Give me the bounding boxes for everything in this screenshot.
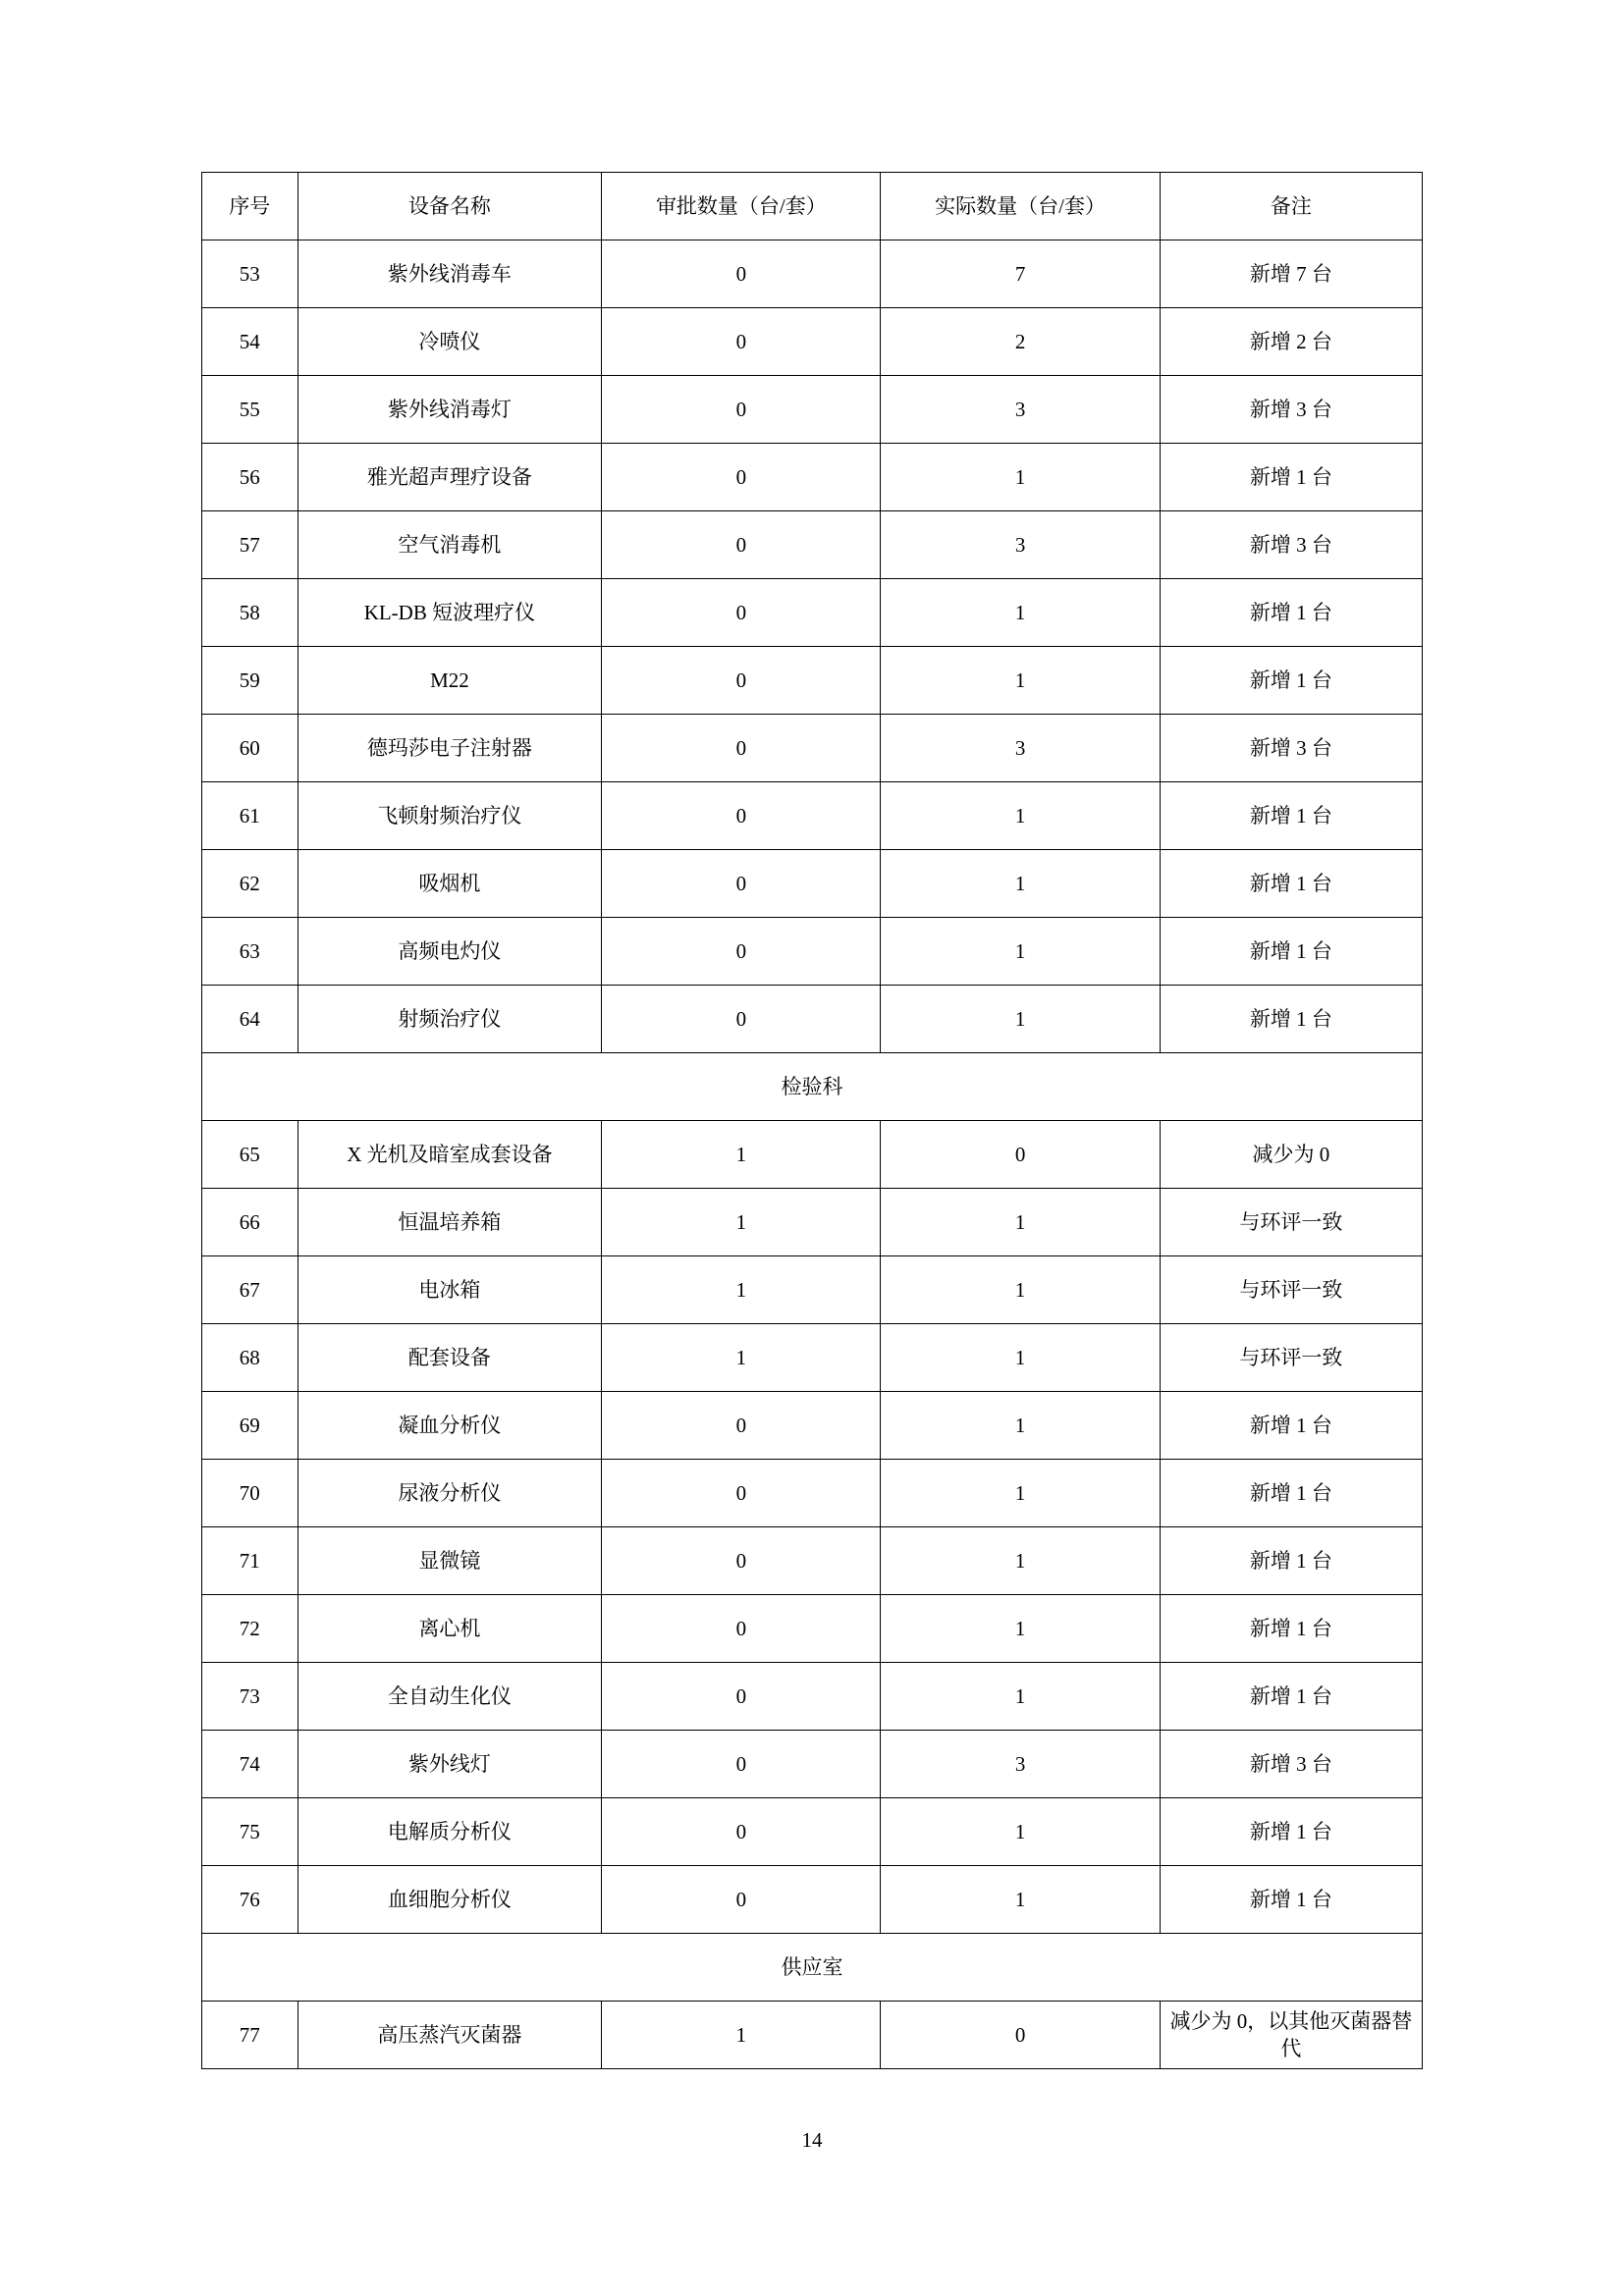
cell-actual-quantity: 0 — [881, 1121, 1160, 1189]
cell-remarks: 新增 3 台 — [1160, 715, 1422, 782]
table-section-row — [202, 1053, 1423, 1121]
cell-actual-quantity: 1 — [881, 1663, 1160, 1731]
cell-index: 74 — [202, 1731, 298, 1798]
cell-actual-quantity: 1 — [881, 1866, 1160, 1934]
cell-index: 62 — [202, 850, 298, 918]
cell-actual-quantity: 1 — [881, 1595, 1160, 1663]
table-row — [202, 1527, 1423, 1595]
cell-equipment-name: 高频电灼仪 — [298, 918, 602, 986]
table-row — [202, 1392, 1423, 1460]
table-section-row — [202, 1934, 1423, 2002]
cell-remarks: 与环评一致 — [1160, 1189, 1422, 1256]
cell-remarks: 新增 1 台 — [1160, 986, 1422, 1053]
table-row — [202, 308, 1423, 376]
cell-actual-quantity: 2 — [881, 308, 1160, 376]
cell-remarks: 新增 1 台 — [1160, 1392, 1422, 1460]
cell-actual-quantity: 3 — [881, 511, 1160, 579]
cell-remarks: 新增 7 台 — [1160, 240, 1422, 308]
cell-equipment-name: 配套设备 — [298, 1324, 602, 1392]
column-header-remarks: 备注 — [1160, 173, 1422, 240]
cell-index: 77 — [202, 2002, 298, 2069]
cell-approved-quantity: 0 — [602, 308, 881, 376]
cell-approved-quantity: 0 — [602, 715, 881, 782]
cell-remarks: 减少为 0 — [1160, 1121, 1422, 1189]
table-row — [202, 782, 1423, 850]
table-row — [202, 444, 1423, 511]
cell-index: 70 — [202, 1460, 298, 1527]
cell-equipment-name: 离心机 — [298, 1595, 602, 1663]
cell-approved-quantity: 0 — [602, 1392, 881, 1460]
cell-remarks: 新增 1 台 — [1160, 1798, 1422, 1866]
cell-index: 56 — [202, 444, 298, 511]
cell-remarks: 新增 3 台 — [1160, 1731, 1422, 1798]
cell-actual-quantity: 1 — [881, 1256, 1160, 1324]
cell-equipment-name: 紫外线消毒车 — [298, 240, 602, 308]
cell-index: 55 — [202, 376, 298, 444]
table-row — [202, 647, 1423, 715]
cell-approved-quantity: 0 — [602, 240, 881, 308]
cell-actual-quantity: 3 — [881, 376, 1160, 444]
cell-actual-quantity: 0 — [881, 2002, 1160, 2069]
table-row — [202, 2002, 1423, 2069]
cell-index: 60 — [202, 715, 298, 782]
cell-remarks: 新增 3 台 — [1160, 376, 1422, 444]
cell-approved-quantity: 0 — [602, 579, 881, 647]
table-row — [202, 511, 1423, 579]
cell-actual-quantity: 1 — [881, 1189, 1160, 1256]
section-title: 检验科 — [202, 1053, 1423, 1121]
cell-approved-quantity: 0 — [602, 1460, 881, 1527]
cell-index: 53 — [202, 240, 298, 308]
cell-approved-quantity: 1 — [602, 1189, 881, 1256]
cell-actual-quantity: 1 — [881, 782, 1160, 850]
cell-index: 71 — [202, 1527, 298, 1595]
table-row — [202, 1460, 1423, 1527]
cell-equipment-name: 显微镜 — [298, 1527, 602, 1595]
cell-approved-quantity: 0 — [602, 1663, 881, 1731]
cell-approved-quantity: 0 — [602, 986, 881, 1053]
cell-remarks: 新增 1 台 — [1160, 918, 1422, 986]
table-row — [202, 1663, 1423, 1731]
cell-actual-quantity: 1 — [881, 444, 1160, 511]
cell-index: 73 — [202, 1663, 298, 1731]
cell-remarks: 新增 1 台 — [1160, 782, 1422, 850]
table-row — [202, 1324, 1423, 1392]
cell-equipment-name: 德玛莎电子注射器 — [298, 715, 602, 782]
table-row — [202, 240, 1423, 308]
cell-index: 64 — [202, 986, 298, 1053]
table-row — [202, 1866, 1423, 1934]
column-header-equipment-name: 设备名称 — [298, 173, 602, 240]
cell-approved-quantity: 0 — [602, 1595, 881, 1663]
equipment-table — [201, 172, 1423, 2069]
table-row — [202, 918, 1423, 986]
cell-remarks: 新增 1 台 — [1160, 647, 1422, 715]
section-title: 供应室 — [202, 1934, 1423, 2002]
column-header-index: 序号 — [202, 173, 298, 240]
cell-index: 68 — [202, 1324, 298, 1392]
cell-equipment-name: 冷喷仪 — [298, 308, 602, 376]
cell-equipment-name: 全自动生化仪 — [298, 1663, 602, 1731]
cell-remarks: 新增 1 台 — [1160, 579, 1422, 647]
cell-remarks: 新增 3 台 — [1160, 511, 1422, 579]
cell-equipment-name: 射频治疗仪 — [298, 986, 602, 1053]
table-row — [202, 376, 1423, 444]
cell-remarks: 与环评一致 — [1160, 1324, 1422, 1392]
cell-actual-quantity: 1 — [881, 986, 1160, 1053]
cell-actual-quantity: 1 — [881, 1324, 1160, 1392]
cell-equipment-name: 电冰箱 — [298, 1256, 602, 1324]
cell-approved-quantity: 0 — [602, 850, 881, 918]
cell-actual-quantity: 1 — [881, 850, 1160, 918]
cell-approved-quantity: 1 — [602, 1324, 881, 1392]
cell-equipment-name: 凝血分析仪 — [298, 1392, 602, 1460]
cell-equipment-name: 紫外线消毒灯 — [298, 376, 602, 444]
table-row — [202, 1189, 1423, 1256]
cell-index: 61 — [202, 782, 298, 850]
cell-equipment-name: 尿液分析仪 — [298, 1460, 602, 1527]
cell-equipment-name: 恒温培养箱 — [298, 1189, 602, 1256]
cell-index: 59 — [202, 647, 298, 715]
cell-approved-quantity: 1 — [602, 1121, 881, 1189]
cell-equipment-name: 血细胞分析仪 — [298, 1866, 602, 1934]
cell-equipment-name: 吸烟机 — [298, 850, 602, 918]
cell-index: 76 — [202, 1866, 298, 1934]
cell-approved-quantity: 0 — [602, 444, 881, 511]
cell-actual-quantity: 1 — [881, 1460, 1160, 1527]
cell-approved-quantity: 1 — [602, 1256, 881, 1324]
table-row — [202, 1121, 1423, 1189]
cell-approved-quantity: 0 — [602, 918, 881, 986]
cell-equipment-name: 雅光超声理疗设备 — [298, 444, 602, 511]
cell-actual-quantity: 7 — [881, 240, 1160, 308]
table-row — [202, 1731, 1423, 1798]
cell-index: 54 — [202, 308, 298, 376]
cell-remarks: 新增 1 台 — [1160, 1663, 1422, 1731]
cell-equipment-name: KL-DB 短波理疗仪 — [298, 579, 602, 647]
table-row — [202, 1256, 1423, 1324]
cell-approved-quantity: 0 — [602, 1527, 881, 1595]
cell-approved-quantity: 0 — [602, 647, 881, 715]
cell-approved-quantity: 0 — [602, 782, 881, 850]
table-row — [202, 1595, 1423, 1663]
cell-remarks: 新增 1 台 — [1160, 1527, 1422, 1595]
cell-remarks: 新增 1 台 — [1160, 444, 1422, 511]
cell-index: 66 — [202, 1189, 298, 1256]
cell-equipment-name: 空气消毒机 — [298, 511, 602, 579]
cell-equipment-name: 飞顿射频治疗仪 — [298, 782, 602, 850]
cell-equipment-name: X 光机及暗室成套设备 — [298, 1121, 602, 1189]
cell-remarks: 减少为 0，以其他灭菌器替代 — [1160, 2002, 1422, 2069]
cell-index: 72 — [202, 1595, 298, 1663]
cell-index: 63 — [202, 918, 298, 986]
cell-actual-quantity: 1 — [881, 1798, 1160, 1866]
cell-equipment-name: 高压蒸汽灭菌器 — [298, 2002, 602, 2069]
cell-equipment-name: M22 — [298, 647, 602, 715]
cell-actual-quantity: 3 — [881, 715, 1160, 782]
cell-approved-quantity: 0 — [602, 1731, 881, 1798]
column-header-actual-quantity: 实际数量（台/套） — [881, 173, 1160, 240]
cell-equipment-name: 紫外线灯 — [298, 1731, 602, 1798]
cell-actual-quantity: 1 — [881, 647, 1160, 715]
cell-actual-quantity: 1 — [881, 1392, 1160, 1460]
table-row — [202, 986, 1423, 1053]
cell-approved-quantity: 0 — [602, 511, 881, 579]
cell-actual-quantity: 1 — [881, 579, 1160, 647]
cell-actual-quantity: 1 — [881, 918, 1160, 986]
cell-index: 57 — [202, 511, 298, 579]
page-number: 14 — [801, 2128, 823, 2152]
table-row — [202, 715, 1423, 782]
cell-approved-quantity: 0 — [602, 1798, 881, 1866]
cell-approved-quantity: 0 — [602, 376, 881, 444]
table-body — [202, 240, 1423, 2069]
cell-index: 75 — [202, 1798, 298, 1866]
cell-index: 65 — [202, 1121, 298, 1189]
cell-index: 58 — [202, 579, 298, 647]
cell-remarks: 新增 2 台 — [1160, 308, 1422, 376]
cell-approved-quantity: 0 — [602, 1866, 881, 1934]
table-row — [202, 579, 1423, 647]
table-row — [202, 850, 1423, 918]
cell-remarks: 新增 1 台 — [1160, 1866, 1422, 1934]
cell-index: 67 — [202, 1256, 298, 1324]
cell-remarks: 新增 1 台 — [1160, 1460, 1422, 1527]
column-header-approved-quantity: 审批数量（台/套） — [602, 173, 881, 240]
table-header — [202, 173, 1423, 240]
table-header-row — [202, 173, 1423, 240]
cell-remarks: 新增 1 台 — [1160, 1595, 1422, 1663]
cell-equipment-name: 电解质分析仪 — [298, 1798, 602, 1866]
table-row — [202, 1798, 1423, 1866]
cell-actual-quantity: 1 — [881, 1527, 1160, 1595]
cell-remarks: 新增 1 台 — [1160, 850, 1422, 918]
cell-remarks: 与环评一致 — [1160, 1256, 1422, 1324]
cell-approved-quantity: 1 — [602, 2002, 881, 2069]
cell-actual-quantity: 3 — [881, 1731, 1160, 1798]
cell-index: 69 — [202, 1392, 298, 1460]
